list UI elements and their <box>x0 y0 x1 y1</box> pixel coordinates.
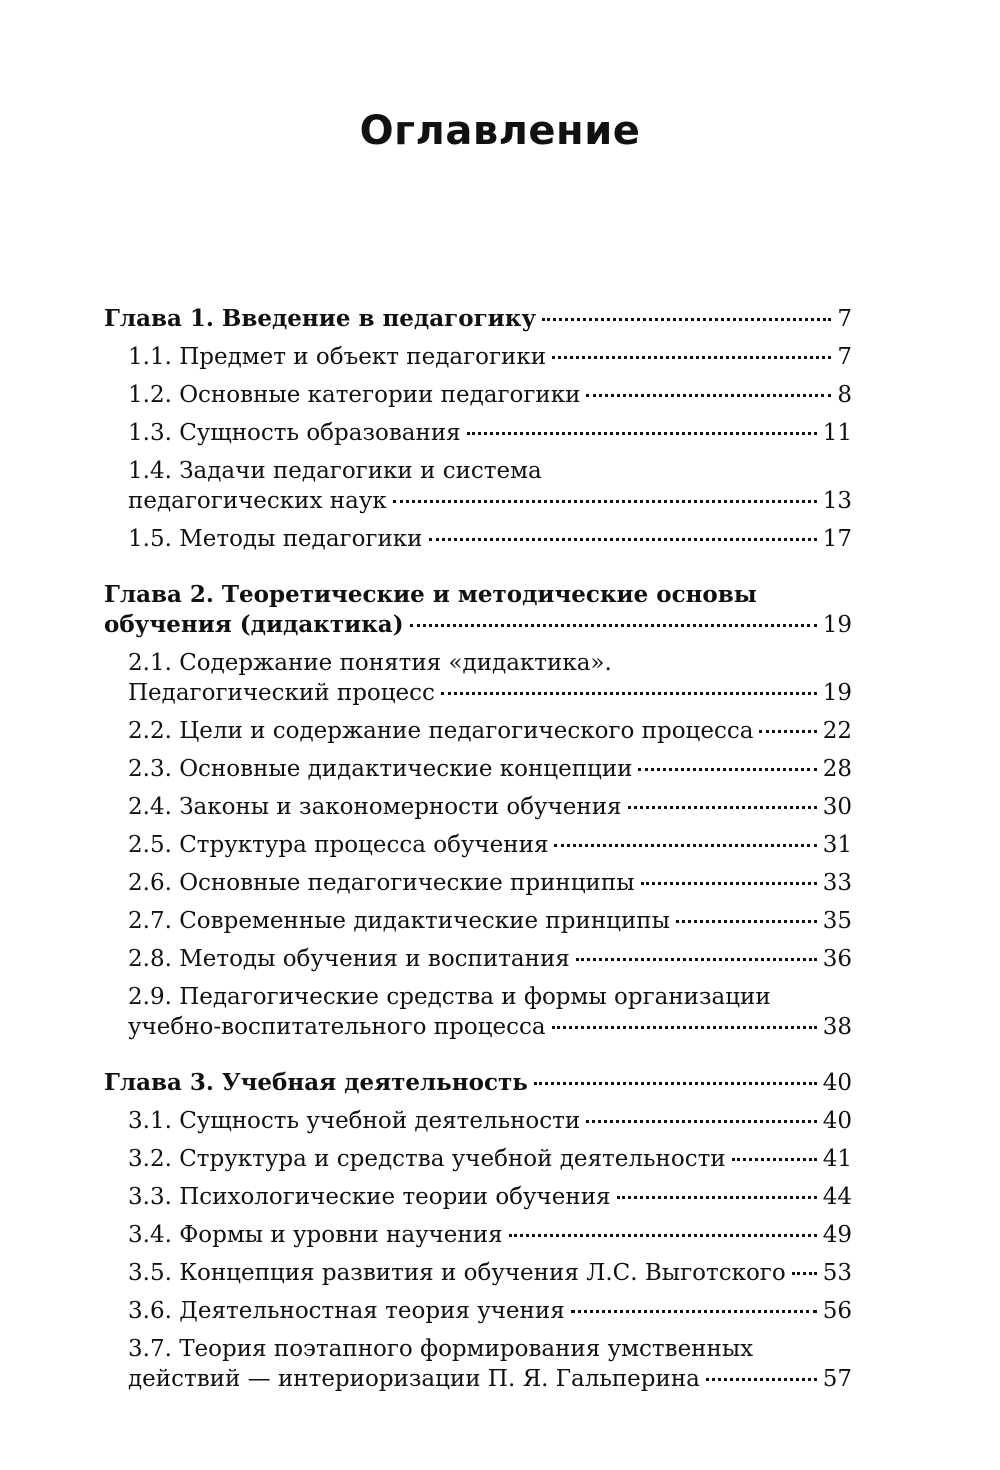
entry-title: педагогических наук <box>128 488 387 514</box>
dot-leader <box>509 1234 817 1237</box>
chapter-title: Глава 3. Учебная деятельность <box>104 1069 528 1096</box>
dot-leader <box>552 1026 817 1029</box>
toc-entry[interactable] <box>104 712 852 750</box>
toc-entry[interactable] <box>104 414 852 452</box>
page-number: 13 <box>822 488 852 514</box>
dot-leader <box>552 356 831 359</box>
dot-leader <box>467 432 817 435</box>
toc-entry[interactable] <box>104 1216 852 1254</box>
dot-leader <box>429 538 817 541</box>
entry-title: 1.3. Сущность образования <box>128 420 461 446</box>
page-number: 17 <box>822 526 852 552</box>
dot-leader <box>441 692 817 695</box>
toc-entry[interactable] <box>104 864 852 902</box>
page-number: 19 <box>822 680 852 706</box>
entry-title: 2.8. Методы обучения и воспитания <box>128 946 570 972</box>
dot-leader <box>571 1310 817 1313</box>
page-number: 19 <box>822 612 852 638</box>
entry-title-line1: 2.9. Педагогические средства и формы организации <box>128 984 771 1010</box>
dot-leader <box>792 1272 817 1275</box>
entry-title: 3.4. Формы и уровни научения <box>128 1222 503 1248</box>
chapter-1 <box>104 300 852 558</box>
chapter-title: обучения (дидактика) <box>104 611 404 638</box>
dot-leader <box>586 394 831 397</box>
page-number: 41 <box>822 1146 852 1172</box>
entry-title: 1.5. Методы педагогики <box>128 526 423 552</box>
entry-title-line1: 3.7. Теория поэтапного формирования умственных <box>128 1336 754 1362</box>
chapter-title-line1: Глава 2. Теоретические и методические основы <box>104 581 757 608</box>
toc-entry[interactable] <box>104 1254 852 1292</box>
page-number: 35 <box>822 908 852 934</box>
toc-entry[interactable] <box>104 1102 852 1140</box>
page-title: Оглавление <box>359 108 641 154</box>
toc-entry[interactable] <box>104 1292 852 1330</box>
page-number: 28 <box>822 756 852 782</box>
chapter-3 <box>104 1064 852 1398</box>
entry-title: действий — интериоризации П. Я. Гальперина <box>128 1366 700 1392</box>
toc-entry[interactable] <box>104 940 852 978</box>
entry-title: 3.1. Сущность учебной деятельности <box>128 1108 581 1134</box>
toc-entry[interactable] <box>104 644 852 712</box>
chapter-2 <box>104 576 852 1046</box>
entry-title: 2.4. Законы и закономерности обучения <box>128 794 622 820</box>
toc-entry[interactable] <box>104 826 852 864</box>
dot-leader <box>542 318 831 321</box>
toc-entry[interactable] <box>104 750 852 788</box>
dot-leader <box>638 768 816 771</box>
entry-title: 2.5. Структура процесса обучения <box>128 832 549 858</box>
dot-leader <box>641 882 817 885</box>
toc-entry[interactable] <box>104 520 852 558</box>
toc-entry[interactable] <box>104 1140 852 1178</box>
chapter-title: Глава 1. Введение в педагогику <box>104 305 537 332</box>
page-number: 11 <box>822 420 852 446</box>
toc-entry[interactable] <box>104 376 852 414</box>
entry-title: 2.7. Современные дидактические принципы <box>128 908 670 934</box>
chapter-heading[interactable] <box>104 1064 852 1102</box>
page-number: 40 <box>822 1070 852 1096</box>
page-number: 44 <box>822 1184 852 1210</box>
page-number: 7 <box>837 306 852 332</box>
dot-leader <box>576 958 817 961</box>
chapter-heading[interactable] <box>104 576 852 644</box>
toc-entry[interactable] <box>104 902 852 940</box>
toc-entry[interactable] <box>104 452 852 520</box>
dot-leader <box>617 1196 817 1199</box>
dot-leader <box>732 1158 817 1161</box>
table-of-contents <box>104 300 852 1416</box>
toc-entry[interactable] <box>104 338 852 376</box>
page-number: 40 <box>822 1108 852 1134</box>
dot-leader <box>706 1378 817 1381</box>
dot-leader <box>628 806 817 809</box>
dot-leader <box>393 500 817 503</box>
entry-title: 3.3. Психологические теории обучения <box>128 1184 611 1210</box>
dot-leader <box>586 1120 817 1123</box>
page-number: 57 <box>822 1366 852 1392</box>
page-number: 8 <box>837 382 852 408</box>
entry-title: учебно-воспитательного процесса <box>128 1014 546 1040</box>
dot-leader <box>534 1082 817 1085</box>
dot-leader <box>410 624 817 627</box>
page-number: 33 <box>822 870 852 896</box>
entry-title: 3.6. Деятельностная теория учения <box>128 1298 565 1324</box>
entry-title: 2.2. Цели и содержание педагогического процесса <box>128 718 754 744</box>
entry-title: 3.2. Структура и средства учебной деятельности <box>128 1146 726 1172</box>
entry-title: 3.5. Концепция развития и обучения Л.С. Выготского <box>128 1260 786 1286</box>
dot-leader <box>759 730 816 733</box>
entry-title: 1.2. Основные категории педагогики <box>128 382 581 408</box>
entry-title: 2.3. Основные дидактические концепции <box>128 756 633 782</box>
toc-entry[interactable] <box>104 1330 852 1398</box>
dot-leader <box>676 920 817 923</box>
entry-title: 1.1. Предмет и объект педагогики <box>128 344 547 370</box>
page-number: 56 <box>822 1298 852 1324</box>
page-number: 53 <box>822 1260 852 1286</box>
dot-leader <box>554 844 816 847</box>
toc-entry[interactable] <box>104 978 852 1046</box>
toc-entry[interactable] <box>104 1178 852 1216</box>
entry-title-line1: 1.4. Задачи педагогики и система <box>128 458 542 484</box>
page-number: 31 <box>822 832 852 858</box>
chapter-heading[interactable] <box>104 300 852 338</box>
entry-title-line1: 2.1. Содержание понятия «дидактика». <box>128 650 612 676</box>
page-number: 38 <box>822 1014 852 1040</box>
page-number: 22 <box>822 718 852 744</box>
entry-title: 2.6. Основные педагогические принципы <box>128 870 635 896</box>
page-number: 36 <box>822 946 852 972</box>
page-number: 30 <box>822 794 852 820</box>
page-number: 7 <box>837 344 852 370</box>
toc-entry[interactable] <box>104 788 852 826</box>
entry-title: Педагогический процесс <box>128 680 435 706</box>
page-number: 49 <box>822 1222 852 1248</box>
